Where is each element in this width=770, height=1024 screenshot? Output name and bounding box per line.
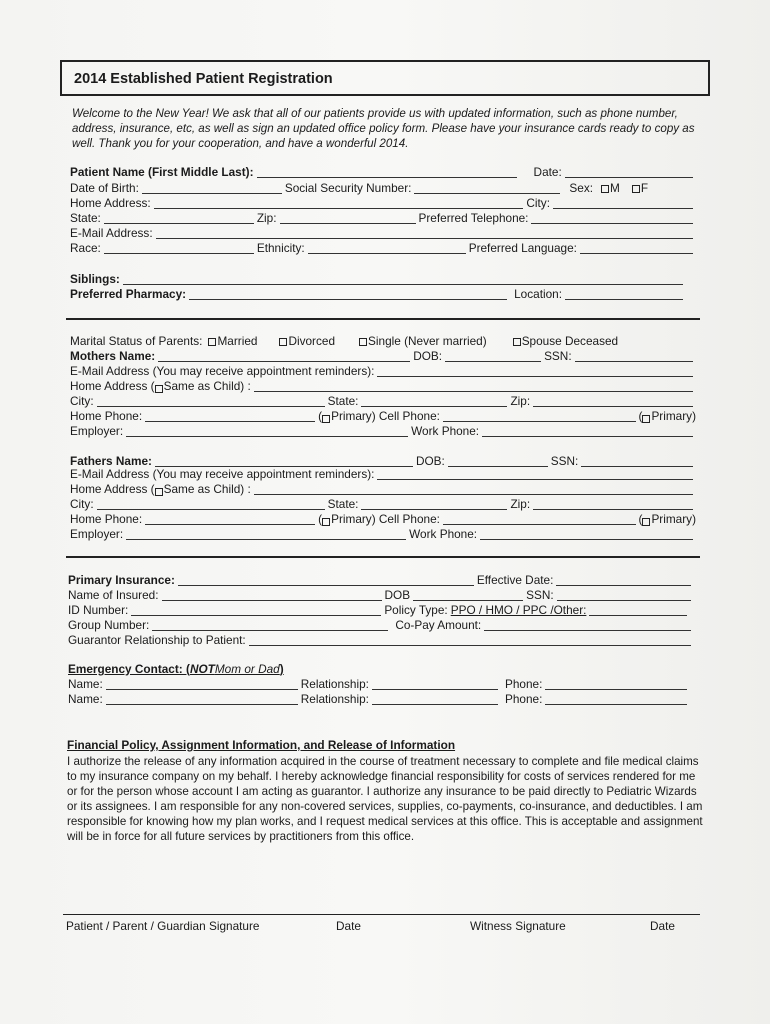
- father-name-label: Fathers Name:: [70, 454, 152, 468]
- pharmacy-row: [70, 287, 686, 301]
- patient-name-label: Patient Name (First Middle Last):: [70, 165, 254, 179]
- group-field[interactable]: [152, 630, 388, 631]
- mother-ssn-field[interactable]: [575, 361, 693, 362]
- siblings-field[interactable]: [123, 284, 683, 285]
- guarantor-label: Guarantor Relationship to Patient:: [68, 633, 246, 647]
- insured-row: [68, 588, 694, 602]
- emergency-name-field-1[interactable]: [106, 689, 298, 690]
- patient-signature-label: Patient / Parent / Guardian Signature: [66, 919, 260, 933]
- mother-employer-row: [70, 424, 696, 438]
- siblings-row: [70, 272, 686, 286]
- father-home-phone-field[interactable]: [145, 524, 315, 525]
- father-employer-field[interactable]: [126, 539, 406, 540]
- pharmacy-field[interactable]: [189, 299, 507, 300]
- emergency-row-1: [68, 677, 690, 691]
- mother-home-label: Home Address (: [70, 379, 155, 393]
- guarantor-row: [68, 633, 694, 647]
- mother-ssn-label: SSN:: [544, 349, 572, 363]
- patient-name-row: [70, 165, 696, 179]
- intro-text: Welcome to the New Year! We ask that all of our patients provide us with updated information, such as phone number, address, insurance, etc, as well as sign an updated office policy form. Please have your insurance cards ready to copy as well. Thank you for your cooperation, and have a wonderful 2014.: [72, 107, 695, 150]
- emergency-name-label: Name:: [68, 677, 103, 691]
- insurance-field[interactable]: [178, 585, 474, 586]
- father-email-row: [70, 467, 696, 481]
- mother-phone-row: Home Phone: ( Primary) Cell Phone: ( Primary): [70, 409, 696, 423]
- title-box: [60, 60, 710, 96]
- father-home-row: [70, 482, 696, 496]
- mother-zip-label: Zip:: [510, 394, 531, 408]
- emergency-rel-label: Relationship:: [300, 677, 369, 691]
- marital-label: Marital Status of Parents:: [70, 334, 203, 348]
- policy-options[interactable]: PPO / HMO / PPC /Other:: [450, 603, 587, 617]
- insurance-row: [68, 573, 694, 587]
- home-address-row: [70, 196, 696, 210]
- zip-label: Zip:: [256, 211, 277, 225]
- pref-phone-field[interactable]: [531, 223, 693, 224]
- single-label: Single (Never married): [368, 334, 487, 348]
- mother-same-label: Same as Child) :: [163, 379, 251, 393]
- mother-work-field[interactable]: [482, 436, 693, 437]
- ssn-label: Social Security Number:: [284, 181, 412, 195]
- pref-language-field[interactable]: [580, 253, 693, 254]
- signature-line[interactable]: [63, 914, 700, 915]
- mother-cell-field[interactable]: [443, 421, 636, 422]
- female-label: F: [640, 181, 649, 195]
- pref-phone-label: Preferred Telephone:: [418, 211, 529, 225]
- insured-label: Name of Insured:: [68, 588, 159, 602]
- pref-language-label: Preferred Language:: [468, 241, 577, 255]
- mother-home-row: [70, 379, 696, 393]
- father-home-field[interactable]: [254, 494, 693, 495]
- state-field[interactable]: [104, 223, 254, 224]
- father-zip-label: Zip:: [510, 497, 531, 511]
- mother-state-label: State:: [327, 394, 359, 408]
- dob-label: Date of Birth:: [70, 181, 139, 195]
- mother-name-row: [70, 349, 696, 363]
- email-field[interactable]: [156, 238, 693, 239]
- home-address-field[interactable]: [154, 208, 524, 209]
- section-divider-2: [66, 556, 700, 558]
- race-field[interactable]: [104, 253, 254, 254]
- city-field[interactable]: [553, 208, 693, 209]
- deceased-checkbox[interactable]: [513, 338, 521, 346]
- state-label: State:: [70, 211, 101, 225]
- dob-row: [70, 181, 696, 195]
- sex-label: Sex:: [569, 181, 594, 195]
- id-field[interactable]: [131, 615, 381, 616]
- financial-text: I authorize the release of any information acquired in the course of treatment necessary to complete and file medical claims to my insurance company on my behalf. I hereby acknowledge financial responsibility for costs of services rendered for me or for the person whose account I am acting as guarantor. I authorize any insurance to be paid directly to Pediatric Wizards or its assignees. I am responsible for any non-covered services, supplies, co-payments, co-insurance, and deductibles. I am responsible for knowing how my plan works, and I request medical services at this office. This is acceptable and assignment will be in force for all future services by practitioners from this office.: [67, 755, 703, 843]
- father-home-label: Home Address (: [70, 482, 155, 496]
- date-label: Date:: [533, 165, 562, 179]
- male-label: M: [610, 181, 620, 195]
- single-checkbox[interactable]: [359, 338, 367, 346]
- father-same-label: Same as Child) :: [163, 482, 251, 496]
- mother-email-row: [70, 364, 696, 378]
- emergency-heading: Emergency Contact: ( NOT Mom or Dad ): [68, 662, 284, 676]
- father-city-field[interactable]: [97, 509, 325, 510]
- ssn-field[interactable]: [414, 193, 560, 194]
- father-phone-row: Home Phone: ( Primary) Cell Phone: ( Primary): [70, 512, 696, 526]
- siblings-label: Siblings:: [70, 272, 120, 286]
- mother-home-phone-field[interactable]: [145, 421, 315, 422]
- divorced-checkbox[interactable]: [279, 338, 287, 346]
- policy-other-field[interactable]: [589, 615, 687, 616]
- marital-row: [70, 334, 696, 348]
- witness-signature-label: Witness Signature: [470, 919, 566, 933]
- emergency-rel-label: Relationship:: [300, 692, 369, 706]
- emergency-phone-field-2[interactable]: [545, 704, 687, 705]
- emergency-name-label: Name:: [68, 692, 103, 706]
- father-email-label: E-Mail Address (You may receive appointment reminders):: [70, 467, 375, 481]
- patient-name-field[interactable]: [257, 177, 517, 178]
- dob-field[interactable]: [142, 193, 282, 194]
- deceased-label: Spouse Deceased: [521, 334, 619, 348]
- insured-dob-field[interactable]: [413, 600, 523, 601]
- mother-employer-label: Employer:: [70, 424, 124, 438]
- mother-home-phone-label: Home Phone:: [70, 409, 143, 423]
- race-row: [70, 241, 696, 255]
- mother-dob-field[interactable]: [445, 361, 541, 362]
- father-same-checkbox[interactable]: [155, 488, 163, 496]
- signature-date-label: Date: [336, 919, 361, 933]
- mother-cell-primary-checkbox[interactable]: [642, 415, 650, 423]
- emergency-phone-label: Phone:: [504, 677, 543, 691]
- mother-home-primary-checkbox[interactable]: [322, 415, 330, 423]
- financial-heading: Financial Policy, Assignment Information, and Release of Information: [67, 738, 456, 752]
- father-dob-label: DOB:: [415, 454, 445, 468]
- female-checkbox[interactable]: [632, 185, 640, 193]
- emergency-name-field-2[interactable]: [106, 704, 298, 705]
- mother-employer-field[interactable]: [126, 436, 408, 437]
- father-city-label: City:: [70, 497, 94, 511]
- father-employer-row: [70, 527, 696, 541]
- insured-field[interactable]: [162, 600, 382, 601]
- emergency-phone-field-1[interactable]: [545, 689, 687, 690]
- city-label: City:: [526, 196, 550, 210]
- father-email-field[interactable]: [377, 479, 693, 480]
- insurance-label: Primary Insurance:: [68, 573, 175, 587]
- father-employer-label: Employer:: [70, 527, 124, 541]
- copay-label: Co-Pay Amount:: [395, 618, 482, 632]
- father-work-field[interactable]: [480, 539, 693, 540]
- guarantor-field[interactable]: [249, 645, 691, 646]
- father-city-row: [70, 497, 696, 511]
- mother-zip-field[interactable]: [533, 406, 693, 407]
- email-label: E-Mail Address:: [70, 226, 153, 240]
- mother-city-label: City:: [70, 394, 94, 408]
- father-work-label: Work Phone:: [409, 527, 478, 541]
- married-checkbox[interactable]: [208, 338, 216, 346]
- location-label: Location:: [514, 287, 562, 301]
- mother-cell-label: Primary) Cell Phone:: [331, 409, 440, 423]
- mother-dob-label: DOB:: [413, 349, 443, 363]
- mother-email-field[interactable]: [377, 376, 693, 377]
- father-state-field[interactable]: [361, 509, 507, 510]
- divorced-label: Divorced: [288, 334, 336, 348]
- email-row: [70, 226, 696, 240]
- insured-ssn-label: SSN:: [526, 588, 554, 602]
- zip-field[interactable]: [280, 223, 416, 224]
- mother-email-label: E-Mail Address (You may receive appointment reminders):: [70, 364, 375, 378]
- mother-home-field[interactable]: [254, 391, 693, 392]
- id-label: ID Number:: [68, 603, 129, 617]
- race-label: Race:: [70, 241, 101, 255]
- effective-label: Effective Date:: [476, 573, 554, 587]
- home-address-label: Home Address:: [70, 196, 151, 210]
- father-cell-primary-checkbox[interactable]: [642, 518, 650, 526]
- father-ssn-label: SSN:: [550, 454, 579, 468]
- witness-date-label: Date: [650, 919, 675, 933]
- father-home-phone-label: Home Phone:: [70, 512, 143, 526]
- father-zip-field[interactable]: [533, 509, 693, 510]
- mother-city-row: [70, 394, 696, 408]
- location-field[interactable]: [565, 299, 683, 300]
- male-checkbox[interactable]: [601, 185, 609, 193]
- mother-same-checkbox[interactable]: [155, 385, 163, 393]
- father-home-primary-checkbox[interactable]: [322, 518, 330, 526]
- father-cell-field[interactable]: [443, 524, 636, 525]
- emergency-phone-label: Phone:: [504, 692, 543, 706]
- emergency-rel-field-1[interactable]: [372, 689, 498, 690]
- father-cell-label: Primary) Cell Phone:: [331, 512, 440, 526]
- section-divider-1: [66, 318, 700, 320]
- insured-dob-label: DOB: [384, 588, 411, 602]
- emergency-row-2: [68, 692, 690, 706]
- mother-city-field[interactable]: [97, 406, 325, 407]
- father-name-row: [70, 454, 696, 468]
- policy-type-label: Policy Type:: [384, 603, 448, 617]
- emergency-rel-field-2[interactable]: [372, 704, 498, 705]
- ethnicity-label: Ethnicity:: [256, 241, 305, 255]
- father-state-label: State:: [327, 497, 359, 511]
- mother-work-label: Work Phone:: [411, 424, 480, 438]
- mother-name-field[interactable]: [158, 361, 410, 362]
- pharmacy-label: Preferred Pharmacy:: [70, 287, 187, 301]
- id-row: [68, 603, 690, 617]
- effective-field[interactable]: [556, 585, 691, 586]
- group-label: Group Number:: [68, 618, 150, 632]
- mother-state-field[interactable]: [361, 406, 507, 407]
- date-field[interactable]: [565, 177, 693, 178]
- copay-field[interactable]: [484, 630, 691, 631]
- ethnicity-field[interactable]: [308, 253, 466, 254]
- married-label: Married: [217, 334, 258, 348]
- mother-name-label: Mothers Name:: [70, 349, 156, 363]
- page-title: 2014 Established Patient Registration: [74, 71, 333, 87]
- group-row: [68, 618, 694, 632]
- insured-ssn-field[interactable]: [557, 600, 691, 601]
- state-row: [70, 211, 696, 225]
